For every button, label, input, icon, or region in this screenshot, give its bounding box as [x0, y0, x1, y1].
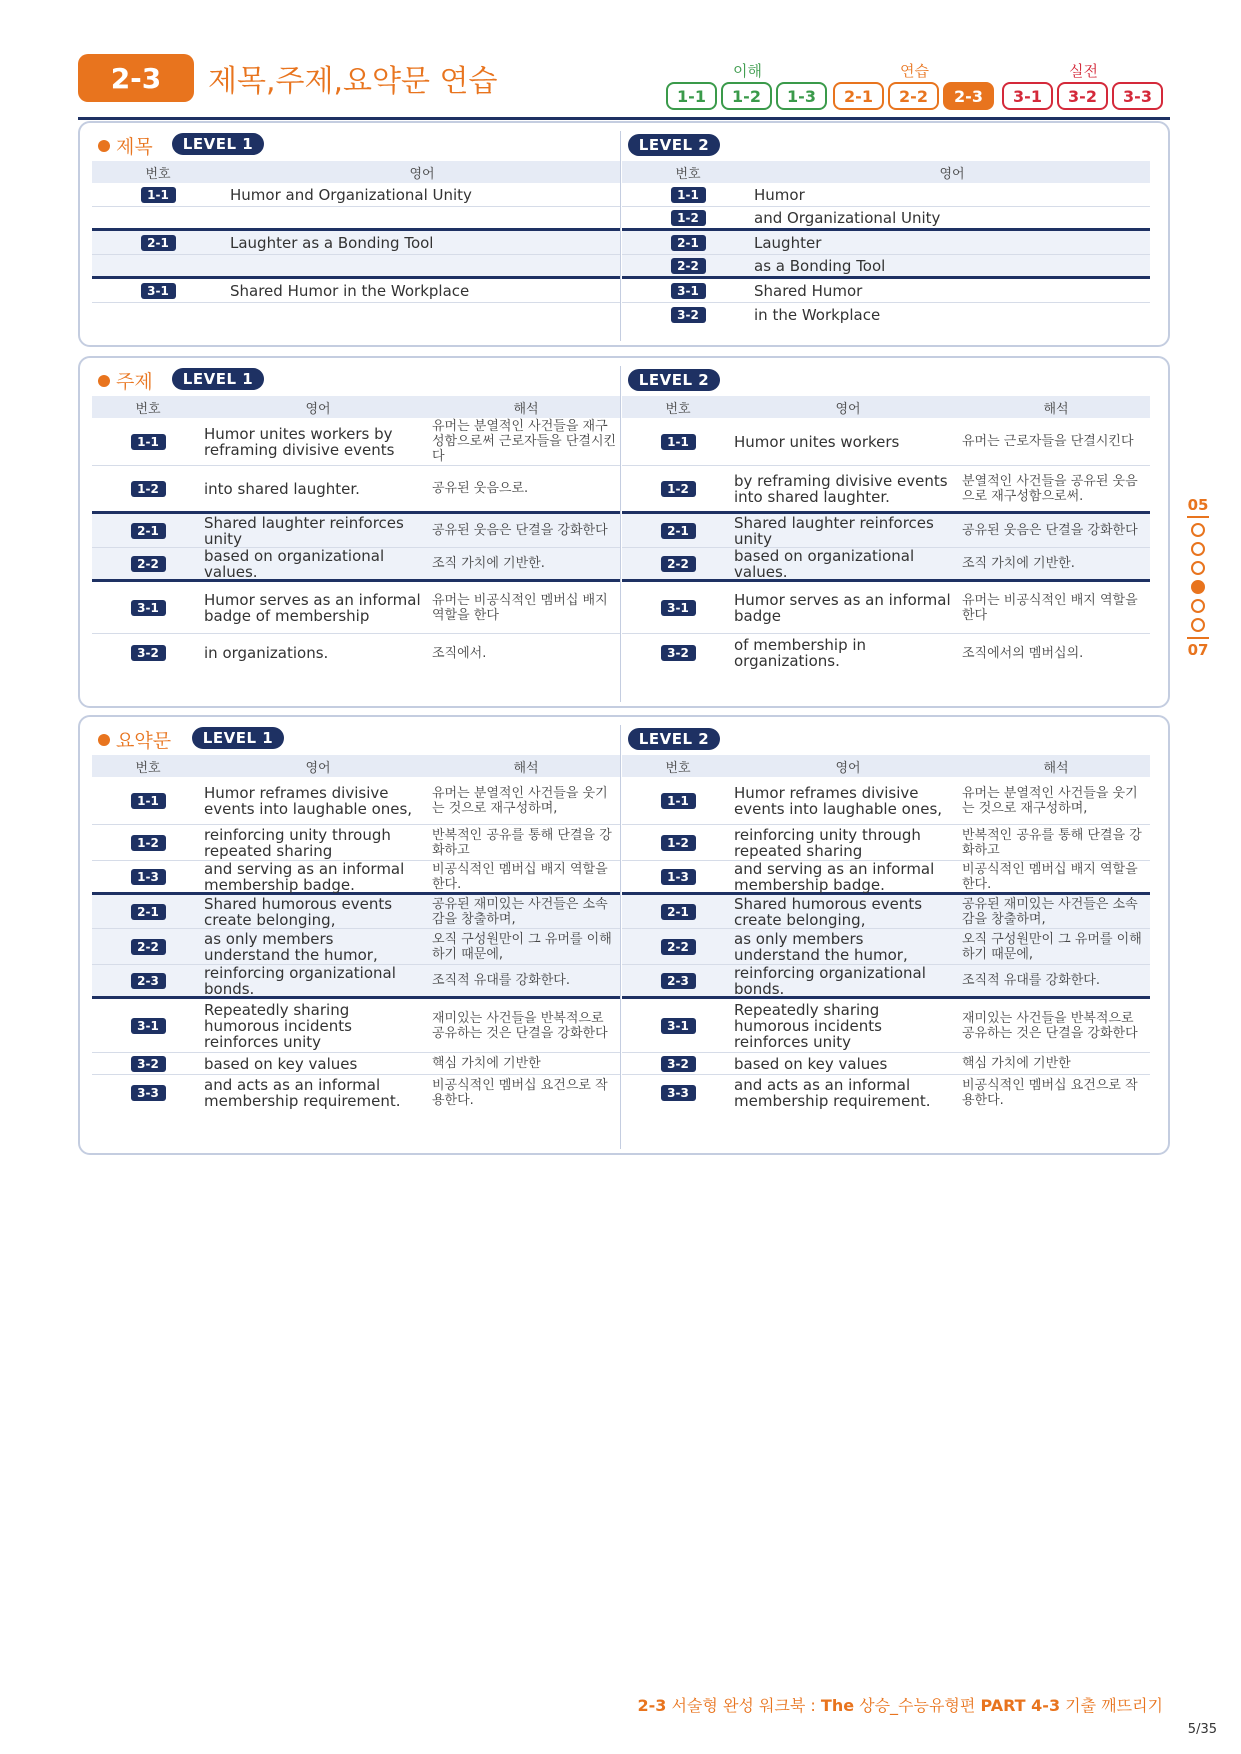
korean-cell: 비공식적인 멤버십 요건으로 작용한다. — [432, 1078, 608, 1108]
section-heading — [98, 726, 171, 753]
row-number-cell — [622, 973, 734, 989]
english-cell: Shared Humor in the Workplace — [230, 281, 470, 300]
table-row — [622, 895, 1150, 929]
table-row — [92, 1075, 620, 1111]
table-row — [92, 1053, 620, 1075]
side-nav-bottom-number: 07 — [1187, 641, 1209, 659]
english-cell: Humor unites workers by reframing divisive events — [204, 424, 395, 459]
table-row — [92, 466, 620, 514]
row-number-badge: 2-2 — [131, 939, 166, 955]
english-cell: based on organizational values. — [204, 546, 385, 581]
table-row — [92, 183, 620, 207]
row-number-cell — [622, 793, 734, 809]
level2-table — [622, 755, 1150, 1111]
section-heading-text: 제목 — [116, 136, 153, 158]
row-number-badge: 2-1 — [141, 235, 176, 251]
table-row — [622, 207, 1150, 231]
table-header — [622, 161, 1150, 183]
row-number-cell — [622, 187, 754, 203]
row-number-badge: 1-1 — [131, 434, 166, 450]
korean-cell: 핵심 가치에 기반한 — [432, 1056, 541, 1071]
nav-pill-3-3[interactable]: 3-3 — [1112, 82, 1163, 110]
table-row — [622, 548, 1150, 582]
table-row — [92, 825, 620, 861]
korean-cell: 공유된 웃음으로. — [432, 481, 529, 496]
row-number-cell — [92, 481, 204, 497]
table-row — [92, 861, 620, 895]
progress-dot-icon — [1191, 599, 1205, 613]
row-number-badge: 3-2 — [131, 645, 166, 661]
english-cell: reinforcing unity through repeated sharing — [734, 825, 921, 860]
korean-cell: 조직에서. — [432, 645, 487, 661]
table-row — [92, 634, 620, 672]
row-number-cell — [92, 1018, 204, 1034]
table-row — [622, 965, 1150, 999]
table-row — [622, 634, 1150, 672]
table-row — [622, 1075, 1150, 1111]
row-number-badge: 2-1 — [131, 904, 166, 920]
nav-pill-2-2[interactable]: 2-2 — [888, 82, 939, 110]
english-cell: and serving as an informal membership badge. — [734, 859, 935, 894]
side-nav-top-number: 05 — [1187, 496, 1209, 514]
row-number-badge: 2-1 — [671, 235, 706, 251]
row-number-badge: 3-1 — [661, 600, 696, 616]
english-cell: Laughter — [754, 233, 822, 252]
table-row — [92, 582, 620, 634]
english-cell: Humor unites workers — [734, 432, 900, 451]
row-number-badge: 2-1 — [661, 904, 696, 920]
nav-pill-1-2[interactable]: 1-2 — [721, 82, 772, 110]
header-num: 번호 — [135, 401, 161, 417]
nav-caption: 연습 — [900, 62, 929, 80]
table-row — [622, 825, 1150, 861]
header-en: 영어 — [835, 401, 861, 417]
row-number-badge: 1-2 — [671, 210, 706, 226]
header-ko: 해석 — [1043, 401, 1069, 417]
nav-pill-2-3[interactable]: 2-3 — [943, 82, 994, 110]
section-summary-practice — [78, 715, 1170, 1155]
progress-dot-icon — [1191, 523, 1205, 537]
korean-cell: 공유된 재미있는 사건들은 소속감을 창출하며, — [432, 896, 608, 927]
row-number-badge: 3-3 — [131, 1085, 166, 1101]
english-cell: Shared humorous events create belonging, — [734, 894, 923, 929]
korean-cell: 비공식적인 멤버십 요건으로 작용한다. — [962, 1078, 1138, 1108]
level1-badge: LEVEL 1 — [192, 727, 284, 749]
korean-cell: 유머는 비공식적인 배지 역할을 한다 — [962, 592, 1138, 623]
row-number-badge: 1-1 — [671, 187, 706, 203]
english-cell: based on key values — [204, 1054, 358, 1073]
footer-part: The — [820, 1696, 855, 1715]
row-number-cell — [92, 904, 204, 920]
row-number-cell — [622, 645, 734, 661]
column-divider — [620, 131, 621, 341]
row-number-badge: 3-1 — [141, 283, 176, 299]
korean-cell: 유머는 분열적인 사건들을 재구성함으로써 근로자들을 단결시킨다 — [432, 419, 617, 464]
nav-pill-3-1[interactable]: 3-1 — [1002, 82, 1053, 110]
row-number-cell — [622, 904, 734, 920]
english-cell: in organizations. — [204, 644, 329, 662]
english-cell: Laughter as a Bonding Tool — [230, 233, 434, 252]
level1-badge: LEVEL 1 — [172, 368, 264, 390]
english-cell: Shared laughter reinforces unity — [734, 513, 934, 548]
row-number-cell — [622, 210, 754, 226]
section-heading — [98, 132, 153, 159]
level1-table — [92, 161, 620, 327]
english-cell: based on key values — [734, 1054, 888, 1073]
row-number-cell — [622, 939, 734, 955]
header-divider — [78, 117, 1170, 120]
korean-cell: 유머는 분열적인 사건들을 웃기는 것으로 재구성하며, — [962, 785, 1138, 816]
english-cell: and acts as an informal membership requirement. — [204, 1076, 401, 1110]
footer-prefix: 2-3 — [637, 1696, 667, 1715]
english-cell: and acts as an informal membership requirement. — [734, 1076, 931, 1110]
english-cell: reinforcing organizational bonds. — [204, 963, 396, 998]
row-number-cell — [622, 1085, 734, 1101]
row-number-cell — [92, 1056, 204, 1072]
level2-badge: LEVEL 2 — [628, 369, 720, 391]
column-divider — [620, 366, 621, 702]
row-number-badge: 3-1 — [131, 1018, 166, 1034]
nav-pill-1-3[interactable]: 1-3 — [776, 82, 827, 110]
table-row — [92, 514, 620, 548]
korean-cell: 반복적인 공유를 통해 단결을 강화하고 — [432, 827, 612, 858]
korean-cell: 오직 구성원만이 그 유머를 이해하기 때문에, — [432, 931, 612, 962]
table-row — [622, 861, 1150, 895]
nav-caption: 실전 — [1069, 62, 1098, 80]
row-number-badge: 2-2 — [131, 556, 166, 572]
row-number-cell — [92, 235, 224, 251]
row-number-cell — [622, 556, 734, 572]
header-ko: 해석 — [513, 760, 539, 776]
table-row — [622, 255, 1150, 279]
lesson-badge: 2-3 — [78, 54, 194, 102]
english-cell: Humor reframes divisive events into laughable ones, — [204, 783, 413, 818]
english-cell: and serving as an informal membership badge. — [204, 859, 405, 894]
english-cell: Humor serves as an informal badge — [734, 590, 951, 625]
row-number-badge: 3-1 — [671, 283, 706, 299]
row-number-cell — [622, 434, 734, 450]
section-title-practice — [78, 121, 1170, 347]
english-cell: by reframing divisive events into shared laughter. — [734, 471, 948, 506]
english-cell: Humor — [754, 185, 805, 204]
english-cell: and Organizational Unity — [754, 208, 941, 227]
korean-cell: 유머는 비공식적인 멤버십 배지 역할을 한다 — [432, 592, 608, 623]
table-row — [622, 231, 1150, 255]
row-number-cell — [92, 434, 204, 450]
table-row — [92, 418, 620, 466]
korean-cell: 공유된 웃음은 단결을 강화한다 — [962, 523, 1138, 538]
bullet-icon — [98, 140, 110, 152]
row-number-badge: 2-1 — [661, 523, 696, 539]
row-number-badge: 3-2 — [131, 1056, 166, 1072]
side-nav-rule — [1187, 637, 1209, 639]
row-number-badge: 1-1 — [661, 793, 696, 809]
chapter-side-nav — [1186, 496, 1210, 659]
progress-dot-icon — [1191, 580, 1205, 594]
row-number-cell — [622, 235, 754, 251]
row-number-cell — [622, 1056, 734, 1072]
row-number-cell — [622, 307, 754, 323]
korean-cell: 조직 가치에 기반한. — [962, 556, 1075, 571]
korean-cell: 비공식적인 멤버십 배지 역할을 한다. — [962, 861, 1138, 892]
table-header — [622, 755, 1150, 777]
level2-badge: LEVEL 2 — [628, 134, 720, 156]
header-en: 영어 — [939, 166, 965, 182]
english-cell: Humor and Organizational Unity — [230, 185, 472, 204]
row-number-badge: 2-2 — [671, 258, 706, 274]
footer-part: 서술형 완성 워크북 : — [666, 1696, 821, 1715]
table-row — [622, 1053, 1150, 1075]
english-cell: Shared humorous events create belonging, — [204, 894, 393, 929]
table-row — [92, 548, 620, 582]
level2-badge: LEVEL 2 — [628, 728, 720, 750]
level1-table — [92, 396, 620, 672]
korean-cell: 조직에서의 멤버십의. — [962, 645, 1084, 661]
header-en: 영어 — [305, 760, 331, 776]
row-number-cell — [622, 523, 734, 539]
header-en: 영어 — [835, 760, 861, 776]
table-row — [622, 999, 1150, 1053]
row-number-badge: 1-2 — [131, 835, 166, 851]
header-num: 번호 — [665, 401, 691, 417]
table-header — [92, 161, 620, 183]
table-header — [622, 396, 1150, 418]
row-number-badge: 1-3 — [661, 869, 696, 885]
level2-table — [622, 396, 1150, 672]
row-number-badge: 1-3 — [131, 869, 166, 885]
table-header — [92, 396, 620, 418]
section-heading-text: 주제 — [116, 371, 153, 393]
row-number-cell — [92, 187, 224, 203]
table-row — [622, 514, 1150, 548]
row-number-badge: 2-2 — [661, 556, 696, 572]
header-num: 번호 — [675, 166, 701, 182]
header-en: 영어 — [409, 166, 435, 182]
row-number-badge: 2-3 — [131, 973, 166, 989]
row-number-badge: 1-2 — [661, 481, 696, 497]
row-number-cell — [92, 600, 204, 616]
bullet-icon — [98, 734, 110, 746]
row-number-cell — [92, 523, 204, 539]
row-number-cell — [622, 1018, 734, 1034]
row-number-cell — [622, 258, 754, 274]
english-cell: as only members understand the humor, — [734, 929, 908, 964]
row-number-cell — [92, 556, 204, 572]
progress-dot-icon — [1191, 542, 1205, 556]
table-row — [92, 777, 620, 825]
page-title: 제목,주제,요약문 연습 — [208, 64, 498, 99]
row-number-cell — [622, 835, 734, 851]
row-number-cell — [92, 835, 204, 851]
level1-badge: LEVEL 1 — [172, 133, 264, 155]
footer-part: 기출 깨뜨리기 — [1060, 1696, 1163, 1715]
table-row — [622, 418, 1150, 466]
row-number-cell — [92, 283, 224, 299]
row-number-badge: 1-2 — [131, 481, 166, 497]
bullet-icon — [98, 375, 110, 387]
english-cell: Repeatedly sharing humorous incidents reinforces unity — [204, 1000, 352, 1051]
english-cell: reinforcing unity through repeated sharing — [204, 825, 391, 860]
table-row-spacer — [92, 303, 620, 327]
korean-cell: 조직 가치에 기반한. — [432, 556, 545, 571]
row-number-cell — [92, 973, 204, 989]
row-number-cell — [622, 481, 734, 497]
korean-cell: 재미있는 사건들을 반복적으로 공유하는 것은 단결을 강화한다 — [962, 1010, 1138, 1041]
english-cell: in the Workplace — [754, 306, 881, 324]
row-number-badge: 2-3 — [661, 973, 696, 989]
table-row — [622, 183, 1150, 207]
table-row — [622, 929, 1150, 965]
korean-cell: 재미있는 사건들을 반복적으로 공유하는 것은 단결을 강화한다 — [432, 1010, 608, 1041]
header-ko: 해석 — [1043, 760, 1069, 776]
english-cell: Shared Humor — [754, 281, 863, 300]
english-cell: of membership in organizations. — [734, 636, 867, 670]
table-header — [92, 755, 620, 777]
korean-cell: 유머는 근로자들을 단결시킨다 — [962, 434, 1134, 449]
nav-pill-1-1[interactable]: 1-1 — [666, 82, 717, 110]
footer-text — [638, 1693, 1163, 1716]
table-row-spacer — [92, 207, 620, 231]
page-number: 5/35 — [1187, 1722, 1217, 1737]
table-row-spacer — [92, 255, 620, 279]
footer-part: PART 4-3 — [980, 1696, 1061, 1715]
row-number-cell — [622, 283, 754, 299]
table-row — [92, 279, 620, 303]
nav-pill-3-2[interactable]: 3-2 — [1057, 82, 1108, 110]
row-number-badge: 3-2 — [661, 645, 696, 661]
progress-dot-icon — [1191, 561, 1205, 575]
korean-cell: 비공식적인 멤버십 배지 역할을 한다. — [432, 861, 608, 892]
row-number-cell — [92, 939, 204, 955]
table-row — [92, 965, 620, 999]
english-cell: Humor reframes divisive events into laughable ones, — [734, 783, 943, 818]
korean-cell: 반복적인 공유를 통해 단결을 강화하고 — [962, 827, 1142, 858]
table-row — [622, 777, 1150, 825]
row-number-cell — [92, 793, 204, 809]
header-num: 번호 — [135, 760, 161, 776]
english-cell: into shared laughter. — [204, 479, 360, 498]
table-row — [92, 895, 620, 929]
header-en: 영어 — [305, 401, 331, 417]
korean-cell: 조직적 유대를 강화한다. — [962, 973, 1100, 988]
level2-table — [622, 161, 1150, 327]
table-row — [622, 303, 1150, 327]
header-num: 번호 — [145, 166, 171, 182]
row-number-badge: 1-1 — [661, 434, 696, 450]
progress-dot-icon — [1191, 618, 1205, 632]
row-number-cell — [92, 869, 204, 885]
row-number-badge: 3-1 — [131, 600, 166, 616]
table-row — [622, 466, 1150, 514]
row-number-cell — [622, 869, 734, 885]
row-number-badge: 3-1 — [661, 1018, 696, 1034]
korean-cell: 핵심 가치에 기반한 — [962, 1056, 1071, 1071]
row-number-cell — [622, 600, 734, 616]
english-cell: as a Bonding Tool — [754, 256, 886, 275]
row-number-badge: 2-1 — [131, 523, 166, 539]
row-number-cell — [92, 1085, 204, 1101]
nav-pill-2-1[interactable]: 2-1 — [833, 82, 884, 110]
column-divider — [620, 725, 621, 1149]
korean-cell: 공유된 웃음은 단결을 강화한다 — [432, 523, 608, 538]
table-row — [92, 231, 620, 255]
korean-cell: 오직 구성원만이 그 유머를 이해하기 때문에, — [962, 931, 1142, 962]
table-row — [92, 929, 620, 965]
row-number-badge: 1-1 — [131, 793, 166, 809]
section-heading — [98, 367, 153, 394]
nav-caption: 이해 — [733, 62, 762, 80]
row-number-badge: 1-1 — [141, 187, 176, 203]
korean-cell: 공유된 재미있는 사건들은 소속감을 창출하며, — [962, 896, 1138, 927]
side-nav-rule — [1187, 516, 1209, 518]
row-number-badge: 3-2 — [661, 1056, 696, 1072]
korean-cell: 조직적 유대를 강화한다. — [432, 973, 570, 988]
korean-cell: 분열적인 사건들을 공유된 웃음으로 재구성함으로써. — [962, 473, 1138, 504]
level1-table — [92, 755, 620, 1111]
english-cell: Repeatedly sharing humorous incidents reinforces unity — [734, 1000, 882, 1051]
section-topic-practice — [78, 356, 1170, 708]
english-cell: Shared laughter reinforces unity — [204, 513, 404, 548]
english-cell: based on organizational values. — [734, 546, 915, 581]
header-num: 번호 — [665, 760, 691, 776]
row-number-badge: 2-2 — [661, 939, 696, 955]
row-number-badge: 1-2 — [661, 835, 696, 851]
table-row — [92, 999, 620, 1053]
table-row — [622, 582, 1150, 634]
row-number-badge: 3-3 — [661, 1085, 696, 1101]
english-cell: reinforcing organizational bonds. — [734, 963, 926, 998]
table-row — [622, 279, 1150, 303]
english-cell: Humor serves as an informal badge of membership — [204, 590, 421, 625]
row-number-cell — [92, 645, 204, 661]
section-heading-text: 요약문 — [116, 730, 172, 752]
footer-part: 상승_수능유형편 — [854, 1696, 981, 1715]
english-cell: as only members understand the humor, — [204, 929, 378, 964]
row-number-badge: 3-2 — [671, 307, 706, 323]
header-ko: 해석 — [513, 401, 539, 417]
korean-cell: 유머는 분열적인 사건들을 웃기는 것으로 재구성하며, — [432, 785, 608, 816]
